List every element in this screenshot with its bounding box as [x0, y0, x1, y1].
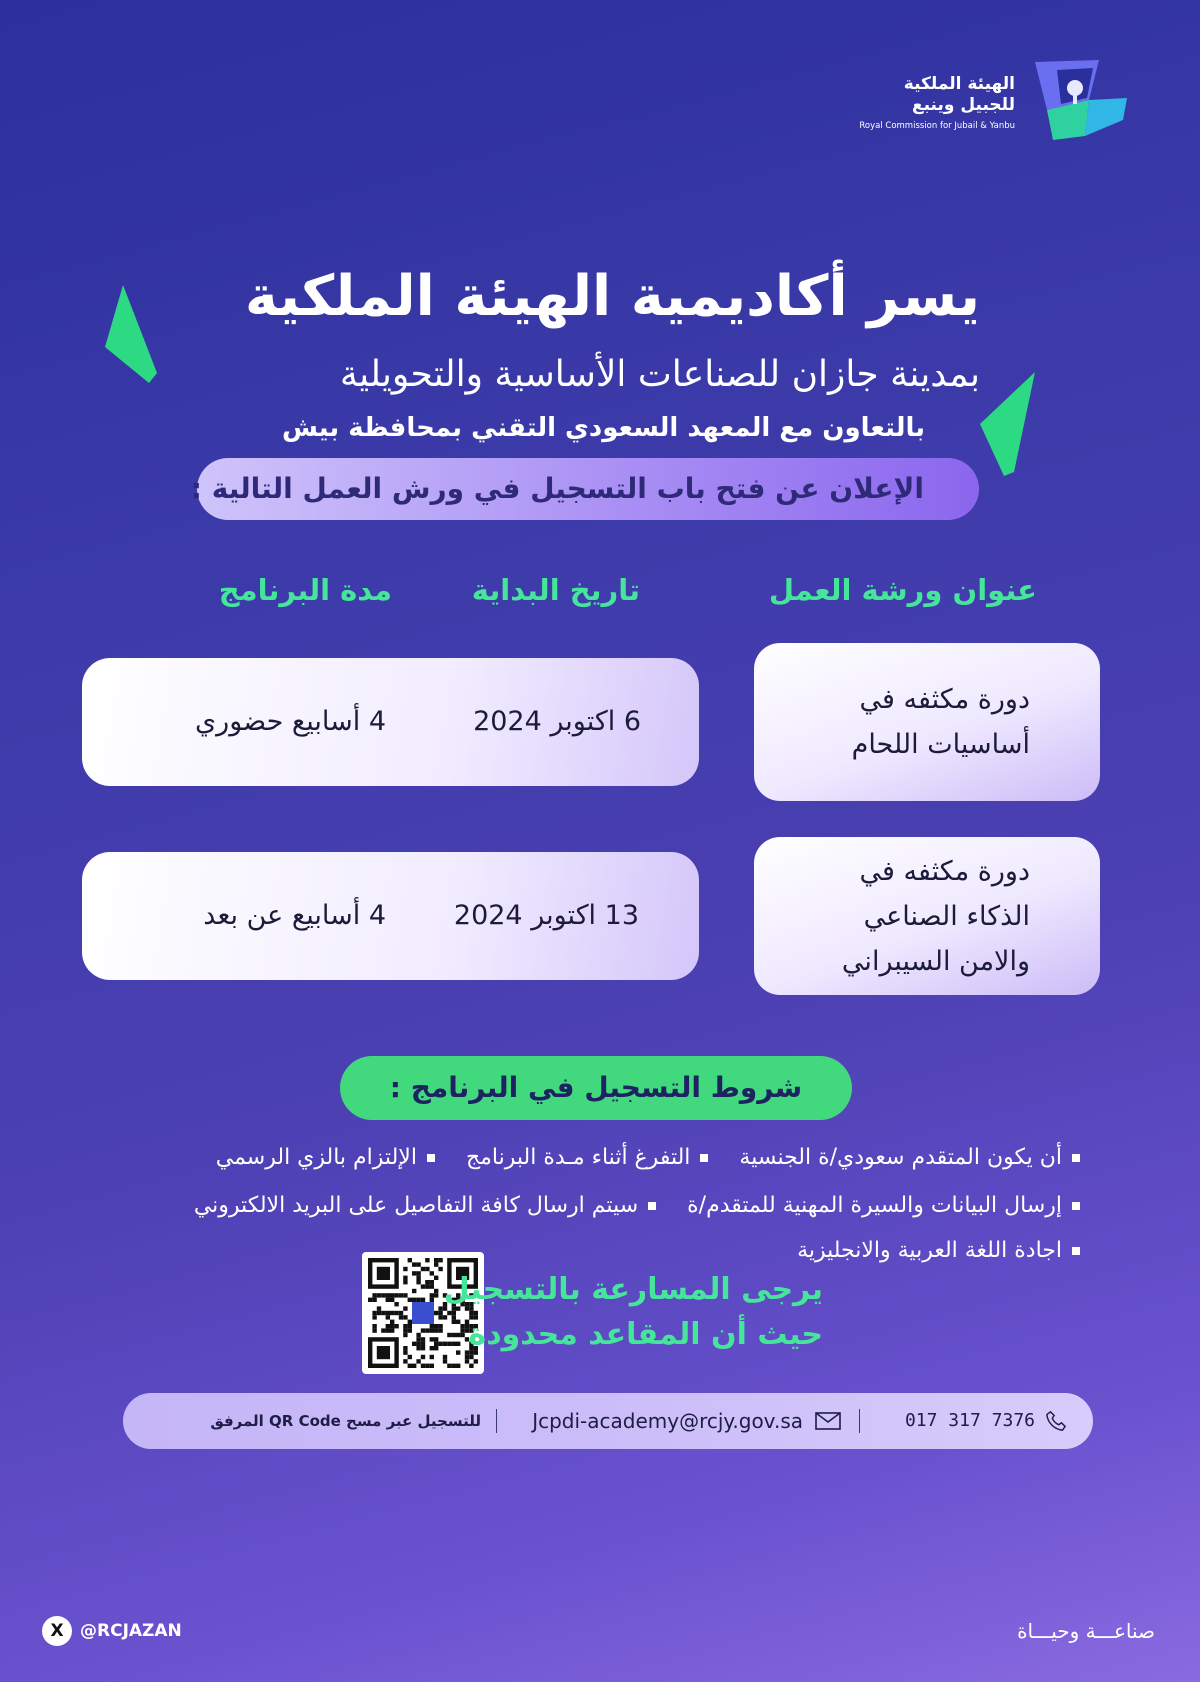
- duration: 4 أسابيع عن بعد: [203, 900, 386, 931]
- headline-subtitle-2: بالتعاون مع المعهد السعودي التقني بمحافظة بيش: [282, 413, 925, 443]
- workshop-title-line: دورة مكثفه في: [859, 684, 1030, 715]
- workshop-title-line: الذكاء الصناعي: [863, 900, 1030, 932]
- announcement-banner: الإعلان عن فتح باب التسجيل في ورش العمل التالية :: [197, 458, 979, 520]
- divider: [859, 1409, 860, 1433]
- column-header-title: عنوان ورشة العمل: [768, 573, 1037, 607]
- logo-name-line1: الهيئة الملكية: [903, 74, 1015, 94]
- logo-text: [859, 74, 1015, 131]
- logo-name-en: Royal Commission for Jubail & Yanbu: [859, 121, 1015, 131]
- headline-subtitle-1: بمدينة جازان للصناعات الأساسية والتحويلية: [339, 354, 980, 395]
- decor-shard-right-icon: [980, 372, 1035, 477]
- conditions-row: [216, 1142, 1080, 1174]
- logo-emblem-icon: [1027, 60, 1135, 150]
- divider: [496, 1409, 497, 1433]
- start-date: 6 اكتوبر 2024: [473, 706, 641, 737]
- bullet-icon: [648, 1202, 656, 1210]
- workshop-title-card: [754, 837, 1100, 995]
- workshop-title-line: والامن السيبراني: [841, 945, 1030, 977]
- cta-line-1: يرجى المسارعة بالتسجيل: [443, 1272, 823, 1307]
- workshop-info-card: [82, 852, 699, 980]
- phone-number[interactable]: 017 317 7376: [904, 1410, 1035, 1431]
- conditions-row: [194, 1190, 1080, 1222]
- column-header-duration: مدة البرنامج: [218, 573, 392, 607]
- start-date: 13 اكتوبر 2024: [453, 900, 639, 931]
- headline-title: يسر أكاديمية الهيئة الملكية: [244, 264, 980, 329]
- condition-item: سيتم ارسال كافة التفاصيل على البريد الالكتروني: [194, 1190, 656, 1222]
- email-link[interactable]: Jcpdi-academy@rcjy.gov.sa: [532, 1409, 803, 1433]
- condition-item: إرسال البيانات والسيرة المهنية للمتقدم/ة: [687, 1190, 1080, 1222]
- condition-item: الإلتزام بالزي الرسمي: [216, 1142, 435, 1174]
- workshop-title-card: [754, 643, 1100, 801]
- workshop-title-line: أساسيات اللحام: [851, 729, 1030, 760]
- mail-icon: [815, 1412, 841, 1430]
- handle-text: @RCJAZAN: [80, 1621, 182, 1641]
- bullet-icon: [1072, 1154, 1080, 1162]
- conditions-row: [797, 1235, 1080, 1267]
- workshop-title-line: دورة مكثفه في: [859, 855, 1030, 887]
- column-header-start: تاريخ البداية: [471, 573, 640, 607]
- footer-slogan: صناعـــة وحيـــاة: [1017, 1619, 1155, 1643]
- bullet-icon: [427, 1154, 435, 1162]
- bullet-icon: [1072, 1202, 1080, 1210]
- workshop-info-card: [82, 658, 699, 786]
- condition-item: التفرغ أثناء مـدة البرنامج: [466, 1142, 708, 1174]
- bullet-icon: [1072, 1247, 1080, 1255]
- cta-line-2: حيث أن المقاعد محدودة: [468, 1317, 823, 1352]
- bullet-icon: [700, 1154, 708, 1162]
- condition-item: أن يكون المتقدم سعودي/ة الجنسية: [739, 1142, 1080, 1174]
- contact-bar: [123, 1393, 1093, 1449]
- logo-name-line2: للجبيل وينبع: [912, 95, 1015, 115]
- condition-item: اجادة اللغة العربية والانجليزية: [797, 1235, 1080, 1267]
- phone-icon: [1045, 1410, 1067, 1432]
- rcjy-logo: [835, 60, 1135, 150]
- social-handle[interactable]: [42, 1614, 182, 1648]
- conditions-heading: شروط التسجيل في البرنامج :: [340, 1056, 852, 1120]
- qr-note: للتسجيل عبر مسح QR Code المرفق: [210, 1412, 481, 1430]
- duration: 4 أسابيع حضوري: [195, 706, 386, 737]
- x-logo-icon: X: [42, 1616, 72, 1646]
